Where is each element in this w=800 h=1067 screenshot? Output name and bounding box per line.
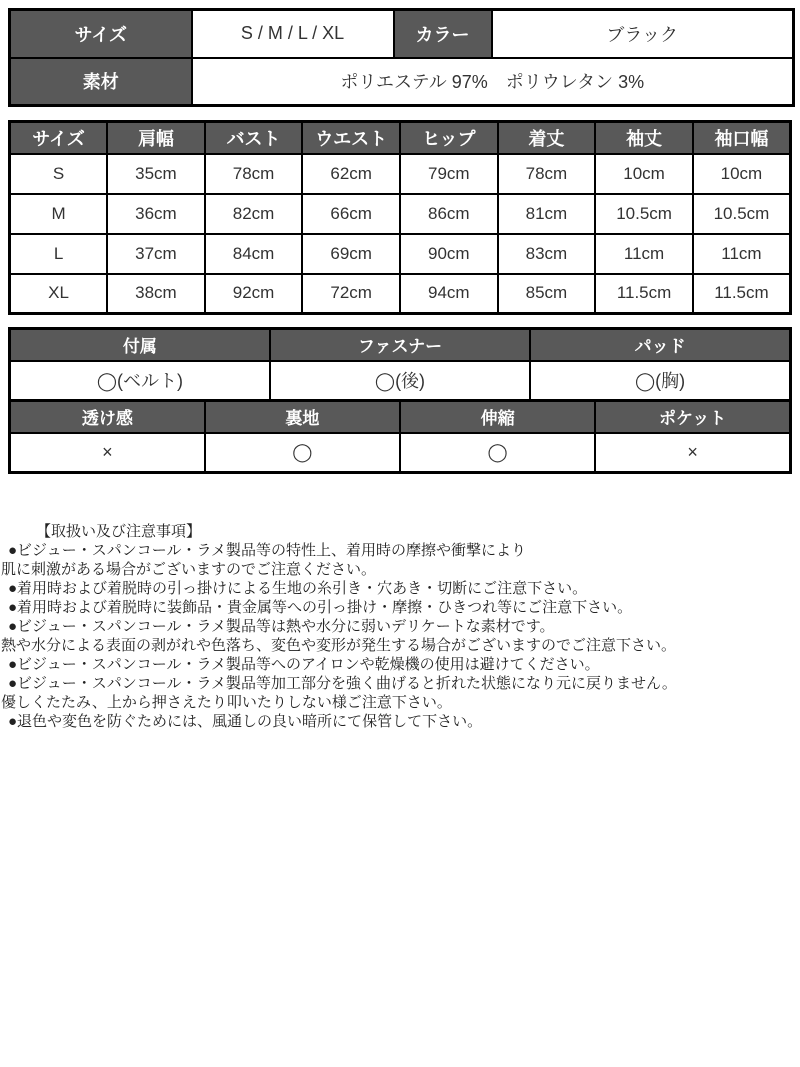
measurement-cell: 10cm	[693, 154, 791, 194]
size-row-l	[10, 234, 791, 274]
measurement-cell: 69cm	[302, 234, 400, 274]
measurement-cell: 11cm	[595, 234, 693, 274]
size-name-cell: M	[10, 194, 108, 234]
measurements-col-header: 袖丈	[595, 122, 693, 154]
size-name-cell: L	[10, 234, 108, 274]
feature-col-header: ポケット	[595, 401, 790, 433]
size-name-cell: S	[10, 154, 108, 194]
features-table-fabric	[8, 399, 792, 474]
feature-col-header: 裏地	[205, 401, 400, 433]
size-row-m	[10, 194, 791, 234]
measurements-col-header: サイズ	[10, 122, 108, 154]
feature-value-cell: ×	[10, 433, 205, 473]
color-label-cell: カラー	[394, 10, 492, 58]
measurement-cell: 84cm	[205, 234, 303, 274]
spec-row-material	[10, 58, 794, 106]
feature-value-cell: ×	[595, 433, 790, 473]
measurement-cell: 38cm	[107, 274, 205, 314]
material-value-cell: ポリエステル 97% ポリウレタン 3%	[192, 58, 794, 106]
measurement-cell: 36cm	[107, 194, 205, 234]
care-note-line: ●ビジュー・スパンコール・ラメ製品等加工部分を強く曲げると折れた状態になり元に戻りません。	[8, 675, 677, 692]
measurements-header-row	[10, 122, 791, 154]
care-note-line: ●退色や変色を防ぐためには、風通しの良い暗所にて保管して下さい。	[8, 713, 483, 730]
measurement-cell: 37cm	[107, 234, 205, 274]
measurement-cell: 10cm	[595, 154, 693, 194]
color-value-cell: ブラック	[492, 10, 794, 58]
spec-row-size-color	[10, 10, 794, 58]
care-note-line: ●ビジュー・スパンコール・ラメ製品等へのアイロンや乾燥機の使用は避けてください。	[8, 656, 600, 673]
care-note-line: ●ビジュー・スパンコール・ラメ製品等は熱や水分に弱いデリケートな素材です。	[8, 618, 555, 635]
measurement-cell: 78cm	[205, 154, 303, 194]
measurement-cell: 85cm	[498, 274, 596, 314]
measurement-cell: 72cm	[302, 274, 400, 314]
feature-value-cell: ◯	[400, 433, 595, 473]
feature-value-cell: ◯(後)	[270, 361, 530, 401]
material-label-cell: 素材	[10, 58, 192, 106]
size-label-cell: サイズ	[10, 10, 192, 58]
feature-col-header: 透け感	[10, 401, 205, 433]
measurement-cell: 94cm	[400, 274, 498, 314]
care-note-line: ●ビジュー・スパンコール・ラメ製品等の特性上、着用時の摩擦や衝撃により	[8, 542, 527, 559]
measurement-cell: 11.5cm	[693, 274, 791, 314]
size-name-cell: XL	[10, 274, 108, 314]
measurement-cell: 86cm	[400, 194, 498, 234]
features-header-row	[10, 329, 791, 361]
measurements-col-header: ヒップ	[400, 122, 498, 154]
measurement-cell: 81cm	[498, 194, 596, 234]
measurement-cell: 10.5cm	[595, 194, 693, 234]
product-spec-table	[8, 8, 795, 107]
care-notes-title: 【取扱い及び注意事項】	[36, 523, 202, 540]
features-table-accessories	[8, 327, 792, 402]
measurement-cell: 92cm	[205, 274, 303, 314]
feature-value-cell: ◯	[205, 433, 400, 473]
size-row-s	[10, 154, 791, 194]
measurement-cell: 82cm	[205, 194, 303, 234]
size-row-xl	[10, 274, 791, 314]
feature-col-header: 付属	[10, 329, 270, 361]
features-header-row	[10, 401, 791, 433]
measurements-col-header: 着丈	[498, 122, 596, 154]
feature-value-cell: ◯(胸)	[530, 361, 790, 401]
feature-col-header: パッド	[530, 329, 790, 361]
care-note-line: 肌に刺激がある場合がございますのでご注意ください。	[1, 561, 377, 578]
feature-col-header: ファスナー	[270, 329, 530, 361]
care-note-line: ●着用時および着脱時に装飾品・貴金属等への引っ掛け・摩擦・ひきつれ等にご注意下さい。	[8, 599, 633, 616]
measurement-cell: 10.5cm	[693, 194, 791, 234]
size-value-cell: S / M / L / XL	[192, 10, 394, 58]
measurements-col-header: 袖口幅	[693, 122, 791, 154]
care-note-line: ●着用時および着脱時の引っ掛けによる生地の糸引き・穴あき・切断にご注意下さい。	[8, 580, 588, 597]
measurement-cell: 11cm	[693, 234, 791, 274]
care-note-line: 優しくたたみ、上から押さえたり叩いたりしない様ご注意下さい。	[1, 694, 452, 711]
measurement-cell: 90cm	[400, 234, 498, 274]
care-note-line: 熱や水分による表面の剥がれや色落ち、変色や変形が発生する場合がございますのでご注意下さい。	[1, 637, 677, 654]
measurements-col-header: 肩幅	[107, 122, 205, 154]
measurement-cell: 62cm	[302, 154, 400, 194]
measurement-cell: 66cm	[302, 194, 400, 234]
measurement-cell: 79cm	[400, 154, 498, 194]
measurements-col-header: ウエスト	[302, 122, 400, 154]
measurement-cell: 83cm	[498, 234, 596, 274]
feature-value-cell: ◯(ベルト)	[10, 361, 270, 401]
measurement-cell: 78cm	[498, 154, 596, 194]
care-notes	[0, 522, 800, 731]
measurements-table	[8, 120, 792, 315]
features-value-row	[10, 433, 791, 473]
measurements-col-header: バスト	[205, 122, 303, 154]
measurement-cell: 35cm	[107, 154, 205, 194]
features-value-row	[10, 361, 791, 401]
feature-col-header: 伸縮	[400, 401, 595, 433]
measurement-cell: 11.5cm	[595, 274, 693, 314]
